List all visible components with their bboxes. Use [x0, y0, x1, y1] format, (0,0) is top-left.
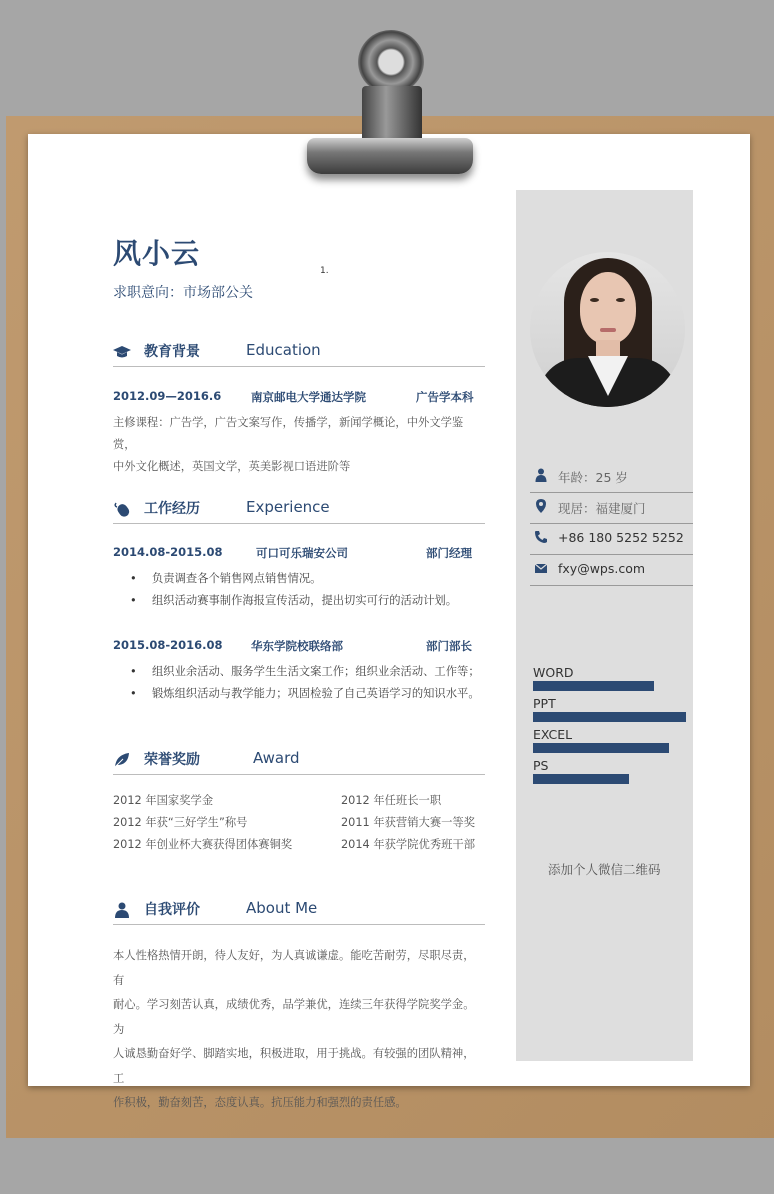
person-icon [534, 468, 548, 482]
experience-period: 2014.08-2015.08 [113, 545, 223, 559]
list-item: • 组织业余活动、服务学生生活文案工作；组织业余活动、工作等； [130, 661, 490, 683]
profile-photo [530, 252, 685, 407]
skill-excel: EXCEL [533, 727, 572, 742]
list-item: 2012 年任班长一职 [341, 794, 442, 807]
person-icon [113, 902, 131, 918]
experience-bullets [130, 661, 490, 705]
experience-role: 部门部长 [426, 639, 472, 653]
section-title-cn: 荣誉奖励 [144, 752, 200, 768]
contact-location: 现居：福建厦门 [530, 493, 693, 524]
section-award-header [113, 748, 485, 775]
clip-base [307, 138, 473, 174]
education-period: 2012.09—2016.6 [113, 389, 222, 403]
education-degree: 广告学本科 [416, 390, 474, 404]
skill-bar [533, 774, 629, 784]
list-item: 2012 年获“三好学生”称号 [113, 816, 248, 829]
graduation-cap-icon [113, 344, 131, 360]
skill-bar [533, 681, 654, 691]
experience-period: 2015.08-2016.08 [113, 638, 223, 652]
clip-ring [358, 30, 424, 94]
section-title-en: Education [246, 341, 321, 359]
contact-phone: +86 180 5252 5252 [530, 524, 693, 555]
list-item: • 锻炼组织活动与教学能力；巩固检验了自己英语学习的知识水平。 [130, 683, 490, 705]
stray-mark: 1. [320, 266, 329, 276]
skill-ppt: PPT [533, 696, 556, 711]
experience-role: 部门经理 [426, 546, 472, 560]
education-school: 南京邮电大学通达学院 [251, 390, 366, 404]
contact-email: fxy@wps.com [530, 555, 693, 586]
location-pin-icon [534, 499, 548, 513]
experience-company: 可口可乐瑞安公司 [256, 546, 348, 560]
section-title-en: About Me [246, 899, 318, 917]
mail-icon [534, 561, 548, 575]
education-courses: 主修课程：广告学，广告文案写作，传播学，新闻学概论，中外文学鉴赏， 中外文化概述，英国文学，英美影视口语进阶等 [113, 416, 464, 473]
phone-icon [534, 530, 548, 544]
contact-age: 年龄：25 岁 [530, 462, 693, 493]
list-item: • 组织活动赛事制作海报宣传活动，提出切实可行的活动计划。 [130, 590, 490, 612]
candidate-name: 风小云 [113, 237, 201, 270]
section-experience-header [113, 497, 485, 524]
section-title-cn: 自我评价 [144, 902, 200, 918]
mouse-icon [113, 501, 131, 517]
skill-bar [533, 712, 686, 722]
job-objective: 求职意向：市场部公关 [113, 285, 253, 301]
skill-word: WORD [533, 665, 574, 680]
leaf-icon [113, 752, 131, 768]
experience-bullets [130, 568, 490, 612]
list-item: 2012 年创业杯大赛获得团体赛铜奖 [113, 838, 293, 851]
list-item: 2011 年获营销大赛一等奖 [341, 816, 476, 829]
list-item: 2014 年获学院优秀班干部 [341, 838, 476, 851]
about-text: 本人性格热情开朗，待人友好，为人真诚谦虚。能吃苦耐劳，尽职尽责，有 耐心。学习刻苦认真，成绩优秀，品学兼优，连续三年获得学院奖学金。为 人诚恳勤奋好学、脚踏实地，积极进取，用于挑战。有较强的团队精神，工 作积极，勤奋刻苦，态度认真。抗压能力和强烈的责任感。 [113, 949, 475, 1109]
section-about-header [113, 898, 485, 925]
skill-bar [533, 743, 669, 753]
section-title-en: Award [253, 749, 300, 767]
list-item: • 负责调查各个销售网点销售情况。 [130, 568, 490, 590]
section-title-cn: 工作经历 [144, 501, 200, 517]
section-title-en: Experience [246, 498, 330, 516]
section-title-cn: 教育背景 [144, 344, 200, 360]
section-education-header [113, 340, 485, 367]
list-item: 2012 年国家奖学金 [113, 794, 214, 807]
experience-company: 华东学院校联络部 [251, 639, 343, 653]
clip-plate [362, 86, 422, 144]
wechat-qr-placeholder: 添加个人微信二维码 [548, 862, 661, 877]
skill-ps: PS [533, 758, 548, 773]
